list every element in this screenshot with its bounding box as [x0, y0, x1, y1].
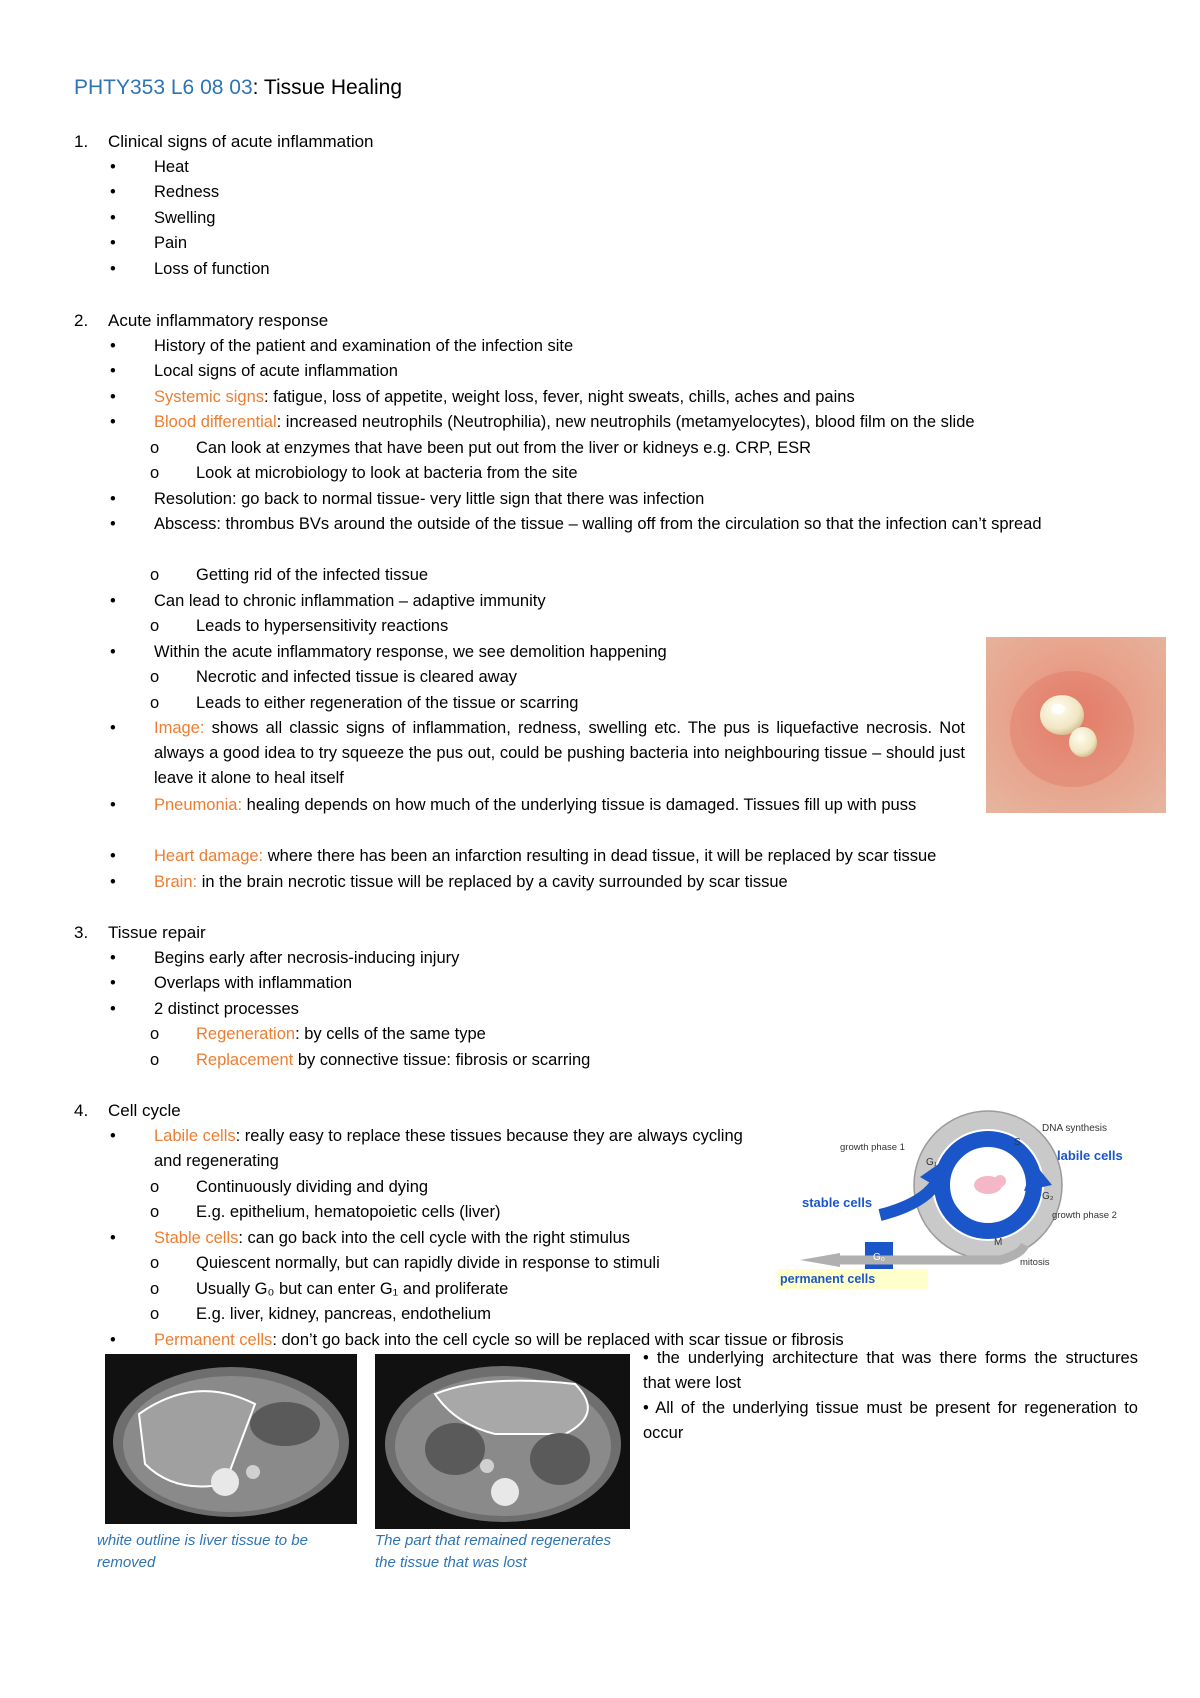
- ct-scan-liver-before: [105, 1354, 357, 1524]
- growth-phase-1-label: growth phase 1: [840, 1142, 905, 1153]
- highlight-label: Image:: [154, 719, 205, 737]
- section-title: Cell cycle: [108, 1101, 181, 1120]
- highlight-label: Permanent cells: [154, 1331, 273, 1349]
- g1-phase-label: G₁: [926, 1157, 938, 1168]
- highlight-label: Stable cells: [154, 1229, 239, 1247]
- g0-phase-label: G₀: [873, 1252, 885, 1263]
- labile-cells-label: labile cells: [1057, 1148, 1123, 1163]
- highlight-label: Labile cells: [154, 1127, 236, 1145]
- highlight-label: Replacement: [196, 1051, 294, 1069]
- m-phase-label: M: [994, 1237, 1003, 1248]
- section-title: Clinical signs of acute inflammation: [108, 132, 374, 151]
- highlight-label: Brain:: [154, 873, 198, 891]
- mitosis-label: mitosis: [1020, 1257, 1050, 1268]
- growth-phase-2-label: growth phase 2: [1052, 1210, 1117, 1221]
- page-title: [74, 76, 402, 100]
- title-text: : Tissue Healing: [252, 76, 403, 99]
- highlight-label: Blood differential: [154, 413, 277, 431]
- side-note: • All of the underlying tissue must be present for regeneration to occur: [643, 1399, 1138, 1442]
- highlight-label: Regeneration: [196, 1025, 296, 1043]
- highlight-label: Heart damage:: [154, 847, 264, 865]
- ct-scan-liver-after: [375, 1354, 630, 1529]
- dna-synthesis-label: DNA synthesis: [1042, 1123, 1108, 1134]
- side-note: • the underlying architecture that was there forms the structures that were lost: [643, 1349, 1138, 1392]
- side-notes: [643, 1346, 1138, 1446]
- pustule-photo: [986, 637, 1166, 813]
- permanent-cells-label: permanent cells: [780, 1272, 876, 1286]
- g2-phase-label: G₂: [1042, 1191, 1054, 1202]
- section-4-heading: [74, 1098, 181, 1123]
- section-number: 4.: [74, 1101, 89, 1120]
- section-title: Tissue repair: [108, 923, 206, 942]
- ct2-caption: The part that remained regenerates the tissue that was lost: [375, 1532, 611, 1571]
- section-3-heading: [74, 920, 206, 945]
- section-2-heading: [74, 308, 328, 333]
- highlight-label: Pneumonia:: [154, 796, 243, 814]
- section-number: 1.: [74, 132, 89, 151]
- document-page: PHTY353 L6 08 03: Tissue Healing 1. Clinical signs of acute inflammation • Heat • Redness • Swelling • Pain • Loss of function 2. Acute inflammatory response • History of the patient and examination of the infection site • Local signs of acute inflammation • Systemic signs: fatigue, loss of appetite, weight loss, fever, night sweats, chills, aches and pains • Blood differential: increased neutrophils (Neutrophilia), new neutrophils (metamyelocytes), blood film on the slide o Can look at enzymes that have been put out from the liver or kidneys e.g. CRP, ESR o Look at microbiology to look at bacteria from the site • Resolution: go back to normal tissue- very little sign that there was infection • Abscess: thrombus BVs around the outside of the tissue – walling off from the circulation so that the infection can’t spread o Getting rid of the infected tissue • Can lead to chronic inflammation – adaptive immunity o Leads to hypersensitivity reactions • Within the acute inflammatory response, we see demolition happening o Necrotic and infected tissue is cleared away o Leads to either regeneration of the tissue or scarring • Image: shows all classic signs of inflammation, redness, swelling etc. The pus is liquefactive necrosis. Not always a good idea to try squeeze the pus out, could be pushing bacteria into neighbouring tissue – should just leave it alone to heal itself • Pneumonia: healing depends on how much of the underlying tissue is damaged. Tissues fill up with puss • Heart damage: where there has been an infarction resulting in dead tissue, it will be replaced by scar tissue • Brain: in the brain necrotic tissue will be replaced by a cavity surrounded by scar tissue 3. Tissue repair • Begins early after necrosis-inducing injury • Overlaps with inflammation • 2 distinct processes o Regeneration: by cells of the same type o Replacement by connective tissue: fibrosis or scarring 4. Cell cycle • Labile cells: really easy to replace these tissues because they are always cycling and regenerating o Continuously dividing and dying o E.g. epithelium, hematopoietic cells (liver) • Stable cells: can go back into the cell cycle with the right stimulus o Quiescent normally, but can rapidly divide in response to stimuli o Usually G₀ but can enter G₁ and proliferate o E.g. liver, kidney, pancreas, endothelium • Permanent cells: don’t go back into the cell cycle so will be replaced with scar tissue or fibrosis DNA synthesis labile cells growth phase 1 growth phase 2 stable cells permanent cells mitosis S G₁ G₂ M G₀ white outline is liver tissue to be removed The part that remained regenerates the tissue that was lost • the underlying architecture that was there forms the structures that were lost • All of the underlying tissue must be present for regeneration to occur: [0, 0, 1200, 1698]
- stable-cells-label: stable cells: [802, 1195, 873, 1210]
- section-1-heading: [74, 129, 374, 154]
- cell-cycle-diagram: [770, 1105, 1170, 1300]
- s-phase-label: S: [1014, 1137, 1021, 1148]
- section-title: Acute inflammatory response: [108, 311, 329, 330]
- highlight-label: Systemic signs: [154, 388, 265, 406]
- section-number: 2.: [74, 311, 89, 330]
- ct1-caption: white outline is liver tissue to be removed: [97, 1532, 308, 1571]
- section-number: 3.: [74, 923, 89, 942]
- title-code: PHTY353 L6 08 03: [74, 76, 253, 99]
